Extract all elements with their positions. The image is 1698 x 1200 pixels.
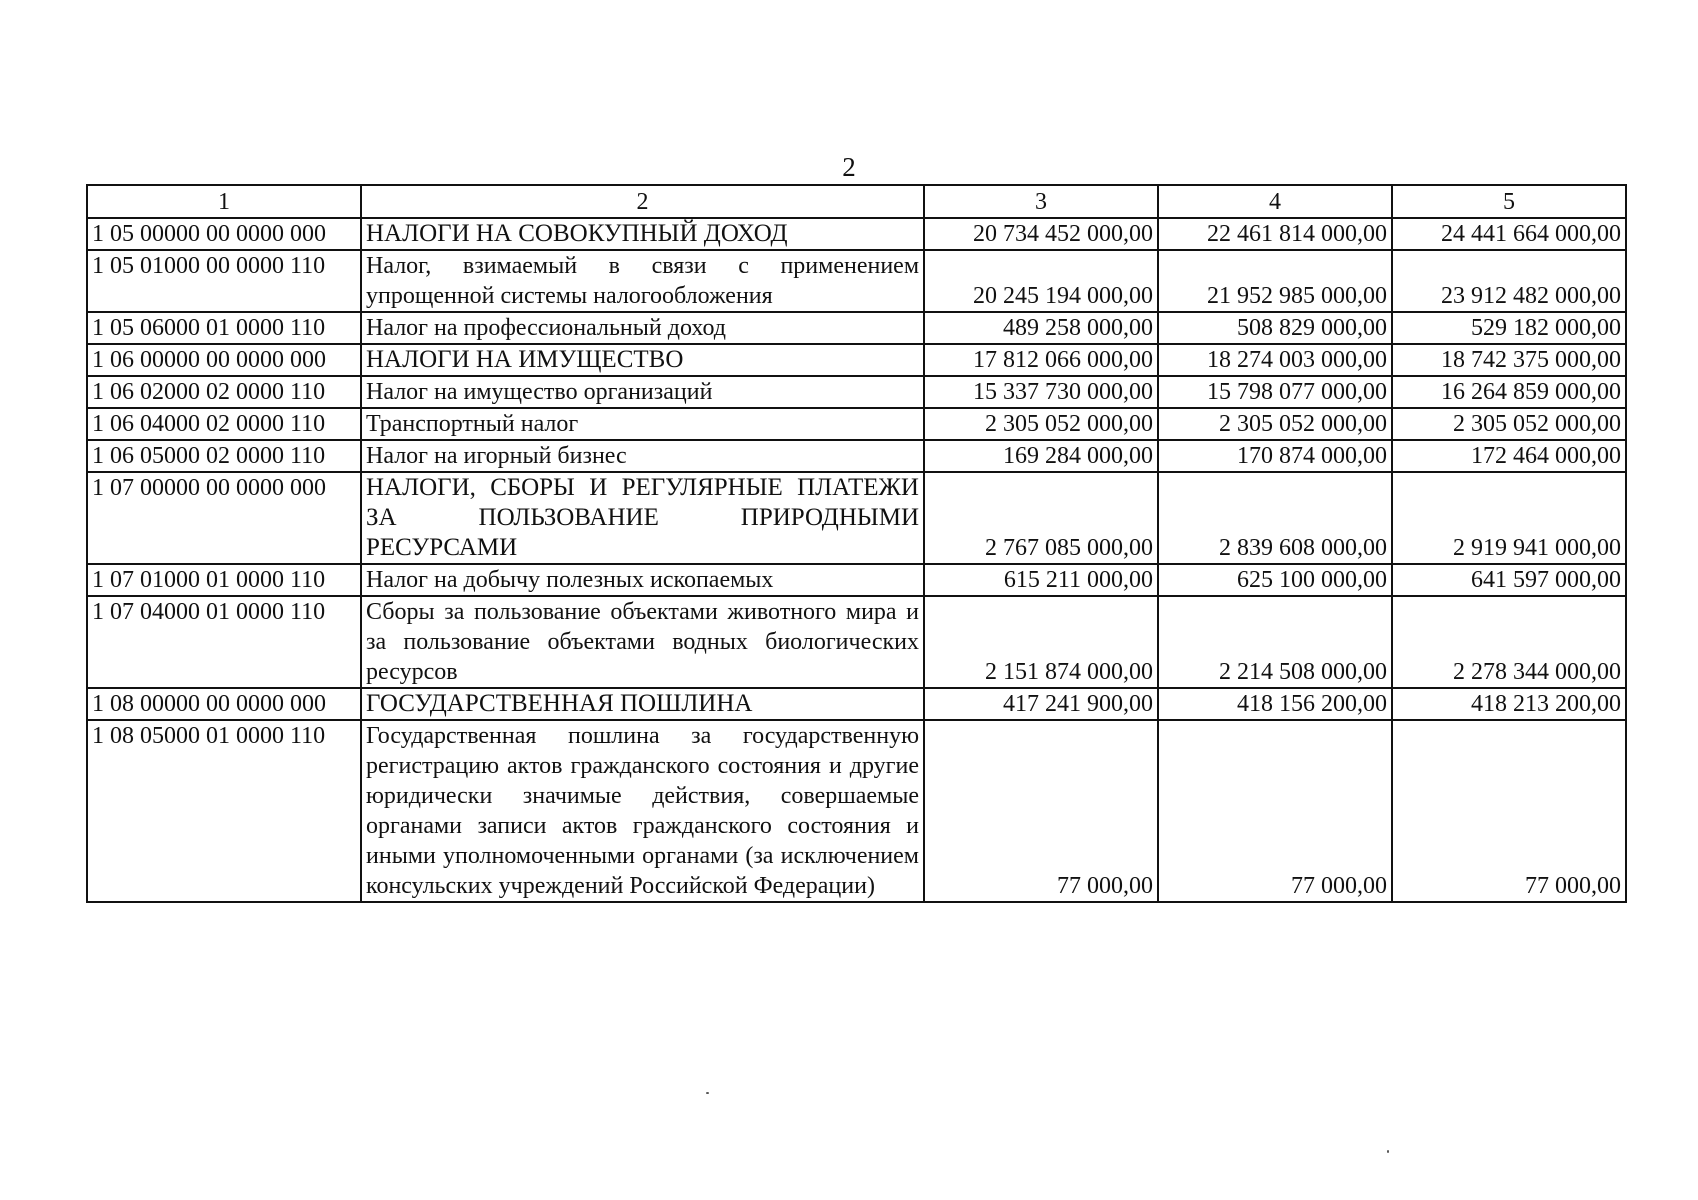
table-row xyxy=(87,344,1626,376)
amount-col5-cell: 77 000,00 xyxy=(1392,720,1626,902)
table-body xyxy=(87,218,1626,902)
amount-col5-cell: 529 182 000,00 xyxy=(1392,312,1626,344)
amount-col3-cell: 20 734 452 000,00 xyxy=(924,218,1158,250)
revenue-name-cell: Транспортный налог xyxy=(361,408,924,440)
table-row xyxy=(87,218,1626,250)
amount-col3-cell: 15 337 730 000,00 xyxy=(924,376,1158,408)
amount-col3-cell: 2 151 874 000,00 xyxy=(924,596,1158,688)
amount-col4-cell: 2 839 608 000,00 xyxy=(1158,472,1392,564)
amount-col5-cell: 641 597 000,00 xyxy=(1392,564,1626,596)
amount-col4-cell: 508 829 000,00 xyxy=(1158,312,1392,344)
amount-col3-cell: 169 284 000,00 xyxy=(924,440,1158,472)
table-row xyxy=(87,440,1626,472)
column-header-3: 3 xyxy=(924,185,1158,218)
amount-col5-cell: 418 213 200,00 xyxy=(1392,688,1626,720)
amount-col5-cell: 2 919 941 000,00 xyxy=(1392,472,1626,564)
revenue-name-cell: Сборы за пользование объектами животного мира и за пользование объектами водных биологических ресурсов xyxy=(361,596,924,688)
budget-code-cell: 1 06 05000 02 0000 110 xyxy=(87,440,361,472)
budget-code-cell: 1 05 00000 00 0000 000 xyxy=(87,218,361,250)
table-row xyxy=(87,250,1626,312)
budget-code-cell: 1 07 01000 01 0000 110 xyxy=(87,564,361,596)
scan-speck xyxy=(1387,1150,1389,1153)
revenue-table xyxy=(86,184,1627,903)
amount-col5-cell: 172 464 000,00 xyxy=(1392,440,1626,472)
amount-col3-cell: 2 767 085 000,00 xyxy=(924,472,1158,564)
amount-col4-cell: 2 305 052 000,00 xyxy=(1158,408,1392,440)
amount-col3-cell: 2 305 052 000,00 xyxy=(924,408,1158,440)
amount-col5-cell: 24 441 664 000,00 xyxy=(1392,218,1626,250)
revenue-name-cell: НАЛОГИ НА СОВОКУПНЫЙ ДОХОД xyxy=(361,218,924,250)
amount-col5-cell: 18 742 375 000,00 xyxy=(1392,344,1626,376)
budget-code-cell: 1 07 00000 00 0000 000 xyxy=(87,472,361,564)
revenue-name-cell: Налог на добычу полезных ископаемых xyxy=(361,564,924,596)
table-row xyxy=(87,688,1626,720)
amount-col3-cell: 17 812 066 000,00 xyxy=(924,344,1158,376)
table-header-row xyxy=(87,185,1626,218)
amount-col3-cell: 417 241 900,00 xyxy=(924,688,1158,720)
budget-code-cell: 1 08 05000 01 0000 110 xyxy=(87,720,361,902)
amount-col4-cell: 21 952 985 000,00 xyxy=(1158,250,1392,312)
amount-col4-cell: 77 000,00 xyxy=(1158,720,1392,902)
amount-col5-cell: 2 278 344 000,00 xyxy=(1392,596,1626,688)
amount-col4-cell: 170 874 000,00 xyxy=(1158,440,1392,472)
amount-col5-cell: 16 264 859 000,00 xyxy=(1392,376,1626,408)
amount-col3-cell: 77 000,00 xyxy=(924,720,1158,902)
amount-col5-cell: 23 912 482 000,00 xyxy=(1392,250,1626,312)
amount-col3-cell: 20 245 194 000,00 xyxy=(924,250,1158,312)
table-row xyxy=(87,312,1626,344)
amount-col4-cell: 18 274 003 000,00 xyxy=(1158,344,1392,376)
revenue-name-cell: НАЛОГИ НА ИМУЩЕСТВО xyxy=(361,344,924,376)
amount-col4-cell: 15 798 077 000,00 xyxy=(1158,376,1392,408)
budget-code-cell: 1 06 02000 02 0000 110 xyxy=(87,376,361,408)
amount-col5-cell: 2 305 052 000,00 xyxy=(1392,408,1626,440)
page-number: 2 xyxy=(842,152,856,182)
amount-col3-cell: 615 211 000,00 xyxy=(924,564,1158,596)
scan-speck xyxy=(706,1092,709,1094)
budget-code-cell: 1 05 01000 00 0000 110 xyxy=(87,250,361,312)
table-row xyxy=(87,376,1626,408)
table-row xyxy=(87,596,1626,688)
column-header-5: 5 xyxy=(1392,185,1626,218)
budget-code-cell: 1 08 00000 00 0000 000 xyxy=(87,688,361,720)
amount-col4-cell: 2 214 508 000,00 xyxy=(1158,596,1392,688)
revenue-name-cell: Налог, взимаемый в связи с применением упрощенной системы налогообложения xyxy=(361,250,924,312)
revenue-name-cell: ГОСУДАРСТВЕННАЯ ПОШЛИНА xyxy=(361,688,924,720)
budget-code-cell: 1 06 00000 00 0000 000 xyxy=(87,344,361,376)
column-header-4: 4 xyxy=(1158,185,1392,218)
revenue-name-cell: Государственная пошлина за государственную регистрацию актов гражданского состояния и другие юридически значимые действия, совершаемые органами записи актов гражданского состояния и иными уполномоченными органами (за исключением консульских учреждений Российской Федерации) xyxy=(361,720,924,902)
table-row xyxy=(87,472,1626,564)
amount-col4-cell: 22 461 814 000,00 xyxy=(1158,218,1392,250)
revenue-name-cell: Налог на имущество организаций xyxy=(361,376,924,408)
table-row xyxy=(87,564,1626,596)
budget-code-cell: 1 07 04000 01 0000 110 xyxy=(87,596,361,688)
table-row xyxy=(87,720,1626,902)
budget-code-cell: 1 06 04000 02 0000 110 xyxy=(87,408,361,440)
column-header-2: 2 xyxy=(361,185,924,218)
revenue-name-cell: Налог на игорный бизнес xyxy=(361,440,924,472)
column-header-1: 1 xyxy=(87,185,361,218)
revenue-name-cell: Налог на профессиональный доход xyxy=(361,312,924,344)
amount-col3-cell: 489 258 000,00 xyxy=(924,312,1158,344)
amount-col4-cell: 625 100 000,00 xyxy=(1158,564,1392,596)
amount-col4-cell: 418 156 200,00 xyxy=(1158,688,1392,720)
budget-code-cell: 1 05 06000 01 0000 110 xyxy=(87,312,361,344)
table-row xyxy=(87,408,1626,440)
revenue-name-cell: НАЛОГИ, СБОРЫ И РЕГУЛЯРНЫЕ ПЛАТЕЖИ ЗА ПОЛЬЗОВАНИЕ ПРИРОДНЫМИ РЕСУРСАМИ xyxy=(361,472,924,564)
